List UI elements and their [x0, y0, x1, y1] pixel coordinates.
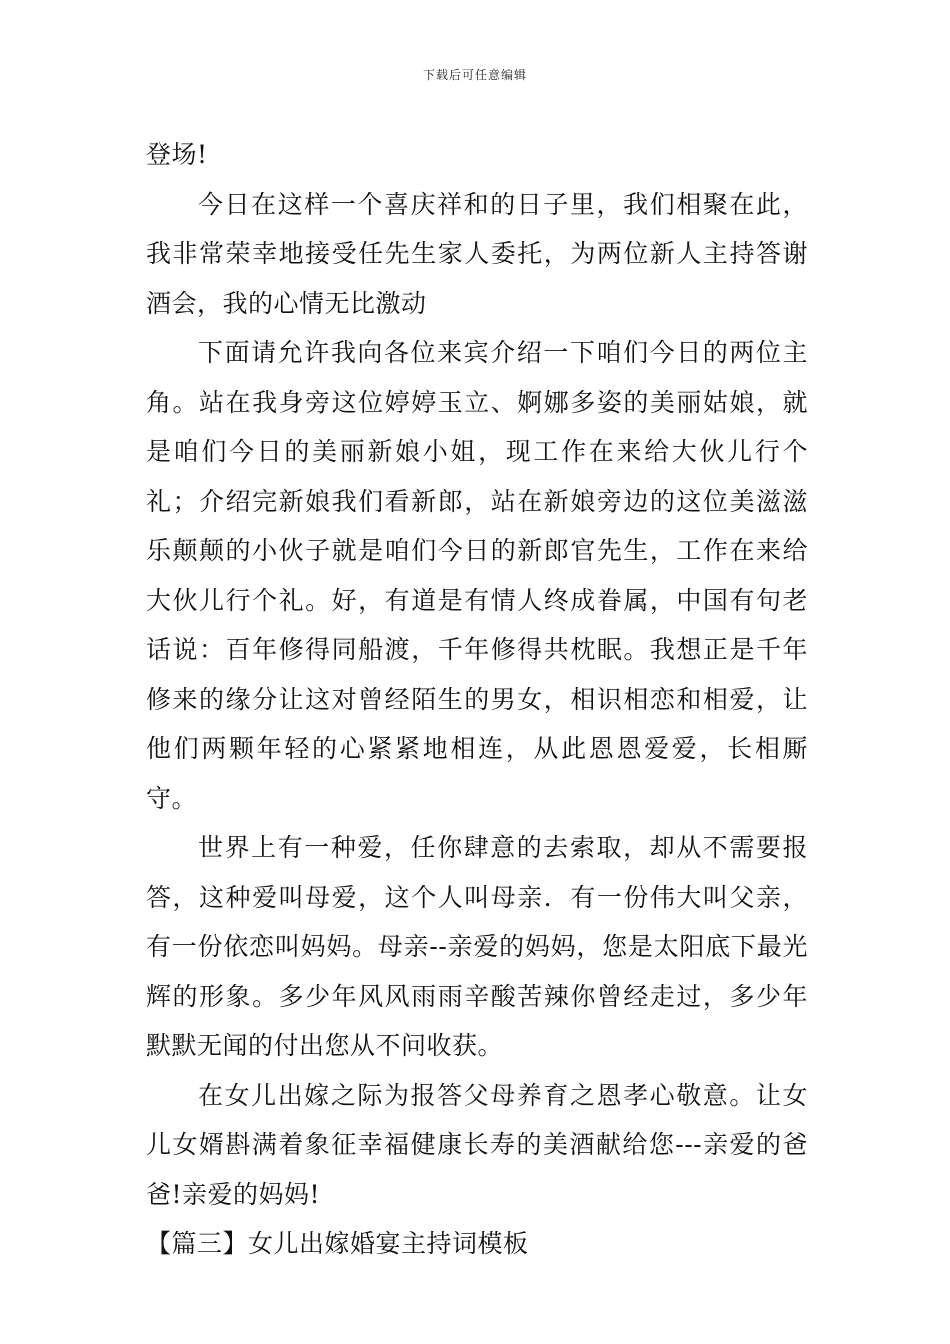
paragraph-introduction: 下面请允许我向各位来宾介绍一下咱们今日的两位主角。站在我身旁这位婷婷玉立、婀娜多姿的美丽姑娘，就是咱们今日的美丽新娘小姐，现工作在来给大伙儿行个礼；介绍完新娘我们看新郎，站在新娘旁边的这位美滋滋乐颠颠的小伙子就是咱们今日的新郎官先生，工作在来给大伙儿行个礼。好，有道是有情人终成眷属，中国有句老话说：百年修得同船渡，千年修得共枕眠。我想正是千年修来的缘分让这对曾经陌生的男女，相识相恋和相爱，让他们两颗年轻的心紧紧地相连，从此恩恩爱爱，长相厮守。 [146, 338, 808, 813]
document-body [146, 130, 808, 1269]
paragraph-opening: 今日在这样一个喜庆祥和的日子里，我们相聚在此，我非常荣幸地接受任先生家人委托，为两位新人主持答谢酒会，我的心情无比激动 [146, 189, 808, 318]
paragraph-toast: 在女儿出嫁之际为报答父母养育之恩孝心敬意。让女儿女婿斟满着象征幸福健康长寿的美酒献给您---亲爱的爸爸!亲爱的妈妈! [146, 1080, 808, 1209]
paragraph-mother-love: 世界上有一种爱，任你肆意的去索取，却从不需要报答，这种爱叫母爱，这个人叫母亲．有一份伟大叫父亲，有一份依恋叫妈妈。母亲--亲爱的妈妈，您是太阳底下最光辉的形象。多少年风风雨雨辛酸苦辣你曾经走过，多少年默默无闻的付出您从不问收获。 [146, 833, 808, 1060]
section-title: 【篇三】女儿出嫁婚宴主持词模板 [146, 1229, 529, 1258]
paragraph-continuation: 登场! [146, 140, 208, 169]
page-header-note: 下载后可任意编辑 [422, 68, 527, 82]
